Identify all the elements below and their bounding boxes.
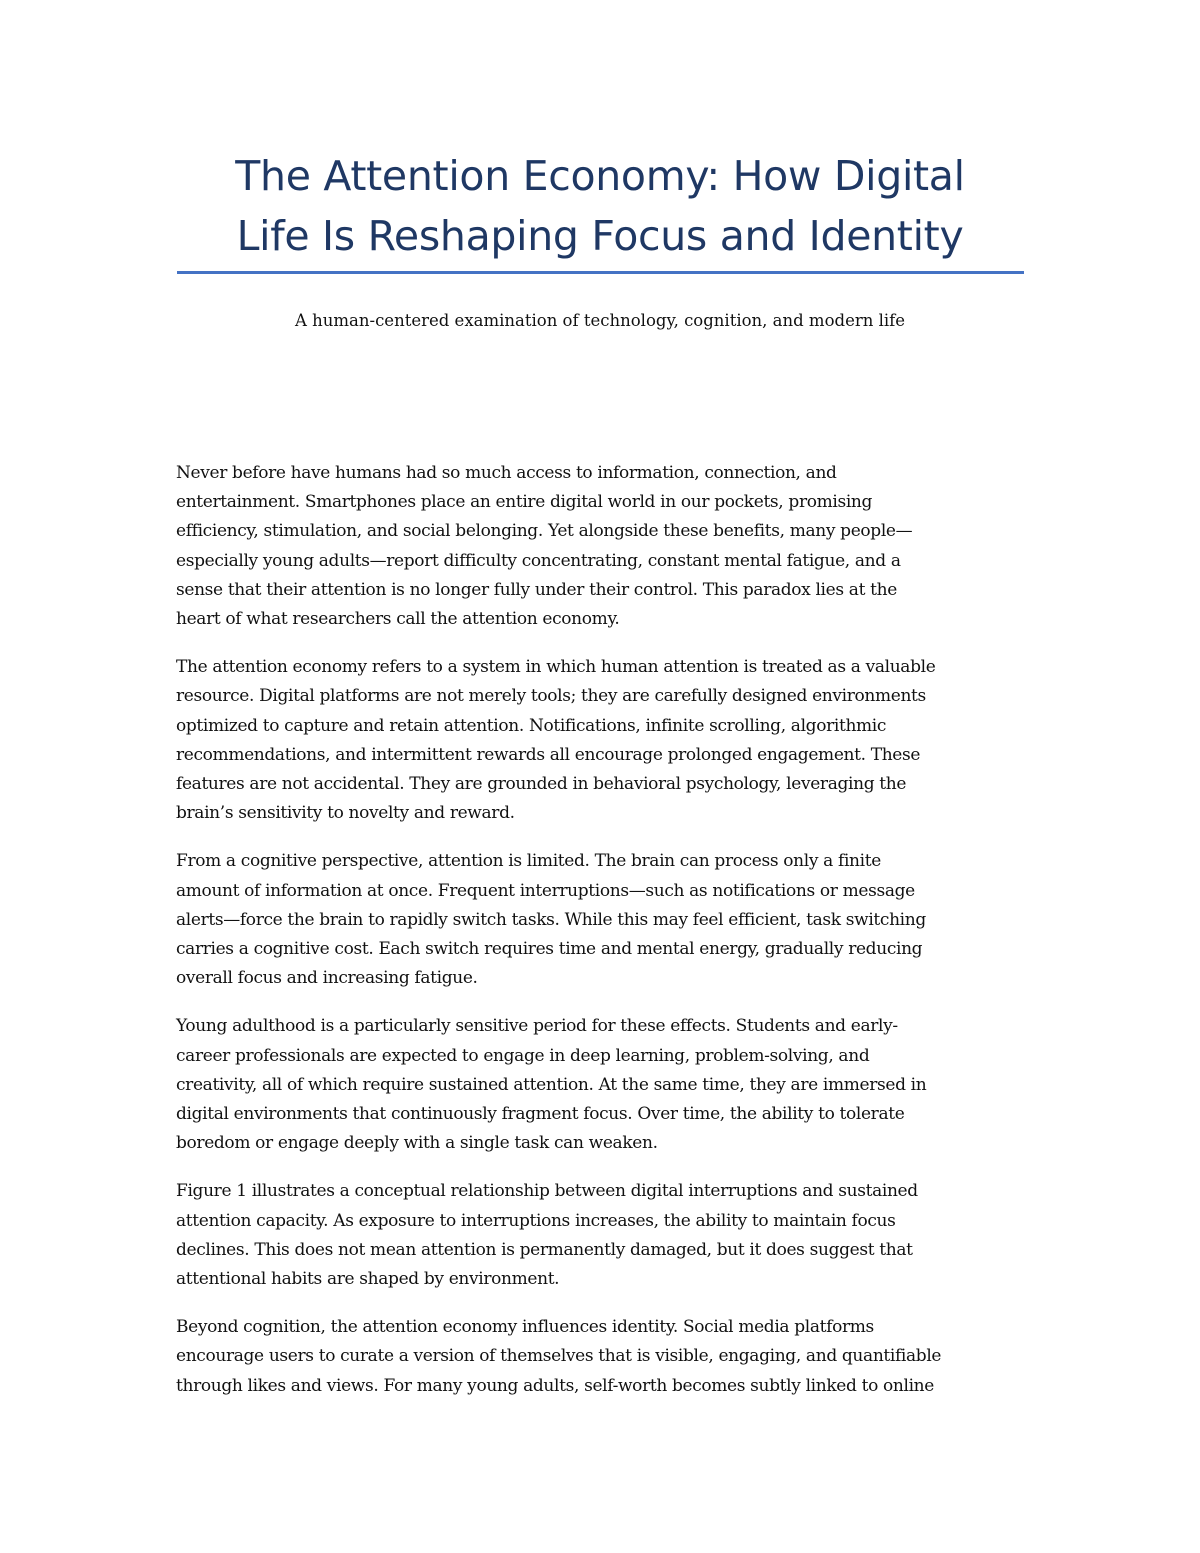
paragraph-line: digital environments that continuously fragment focus. Over time, the ability to tolerate xyxy=(176,1104,905,1125)
paragraph-line: Never before have humans had so much access to information, connection, and xyxy=(176,463,837,483)
paragraph-5 xyxy=(176,1177,1024,1294)
paragraph-line: heart of what researchers call the attention economy. xyxy=(176,609,620,630)
paragraph-line: recommendations, and intermittent rewards all encourage prolonged engagement. These xyxy=(176,744,921,765)
paragraph-line: features are not accidental. They are grounded in behavioral psychology, leveraging the xyxy=(176,774,907,795)
paragraph-line: Beyond cognition, the attention economy influences identity. Social media platforms xyxy=(176,1317,874,1338)
paragraph-line: creativity, all of which require sustained attention. At the same time, they are immersed in xyxy=(176,1074,927,1095)
paragraph-line: alerts—force the brain to rapidly switch tasks. While this may feel efficient, task switching xyxy=(176,909,926,930)
paragraph-line: through likes and views. For many young adults, self-worth becomes subtly linked to online xyxy=(176,1375,934,1396)
paragraph-line: Young adulthood is a particularly sensitive period for these effects. Students and early- xyxy=(176,1016,898,1037)
document-subtitle: A human-centered examination of technology, cognition, and modern life xyxy=(294,311,906,330)
paragraph-line: carries a cognitive cost. Each switch requires time and mental energy, gradually reducing xyxy=(176,939,923,960)
document-title xyxy=(140,146,1060,266)
paragraph-line: career professionals are expected to engage in deep learning, problem-solving, and xyxy=(176,1045,870,1066)
document-body xyxy=(176,459,1024,1420)
paragraph-1 xyxy=(176,459,1024,634)
paragraph-line: Figure 1 illustrates a conceptual relationship between digital interruptions and sustained xyxy=(176,1181,918,1202)
paragraph-line: optimized to capture and retain attention. Notifications, infinite scrolling, algorithmic xyxy=(176,715,887,736)
paragraph-line: overall focus and increasing fatigue. xyxy=(176,968,478,989)
paragraph-line: brain’s sensitivity to novelty and reward. xyxy=(176,803,515,824)
paragraph-line: From a cognitive perspective, attention is limited. The brain can process only a finite xyxy=(176,851,881,872)
paragraph-line: sense that their attention is no longer fully under their control. This paradox lies at the xyxy=(176,579,897,600)
paragraph-line: attention capacity. As exposure to interruptions increases, the ability to maintain focus xyxy=(176,1210,896,1231)
title-line-2: Life Is Reshaping Focus and Identity xyxy=(236,212,964,260)
paragraph-line: attentional habits are shaped by environment. xyxy=(176,1269,560,1290)
title-line-1: The Attention Economy: How Digital xyxy=(235,152,965,200)
paragraph-line: resource. Digital platforms are not merely tools; they are carefully designed environments xyxy=(176,686,926,707)
paragraph-line: efficiency, stimulation, and social belonging. Yet alongside these benefits, many people— xyxy=(176,521,913,542)
paragraph-line: entertainment. Smartphones place an entire digital world in our pockets, promising xyxy=(176,492,873,513)
paragraph-2 xyxy=(176,653,1024,828)
paragraph-3 xyxy=(176,847,1024,993)
paragraph-4 xyxy=(176,1012,1024,1158)
paragraph-line: especially young adults—report difficulty concentrating, constant mental fatigue, and a xyxy=(176,550,901,571)
paragraph-line: The attention economy refers to a system in which human attention is treated as a valuable xyxy=(176,657,936,678)
title-underline-rule xyxy=(177,271,1024,274)
paragraph-line: boredom or engage deeply with a single task can weaken. xyxy=(176,1133,658,1154)
paragraph-line: amount of information at once. Frequent interruptions—such as notifications or message xyxy=(176,880,915,901)
paragraph-line: declines. This does not mean attention is permanently damaged, but it does suggest that xyxy=(176,1239,913,1260)
paragraph-line: encourage users to curate a version of themselves that is visible, engaging, and quantifiable xyxy=(176,1346,942,1367)
paragraph-6 xyxy=(176,1313,1024,1401)
